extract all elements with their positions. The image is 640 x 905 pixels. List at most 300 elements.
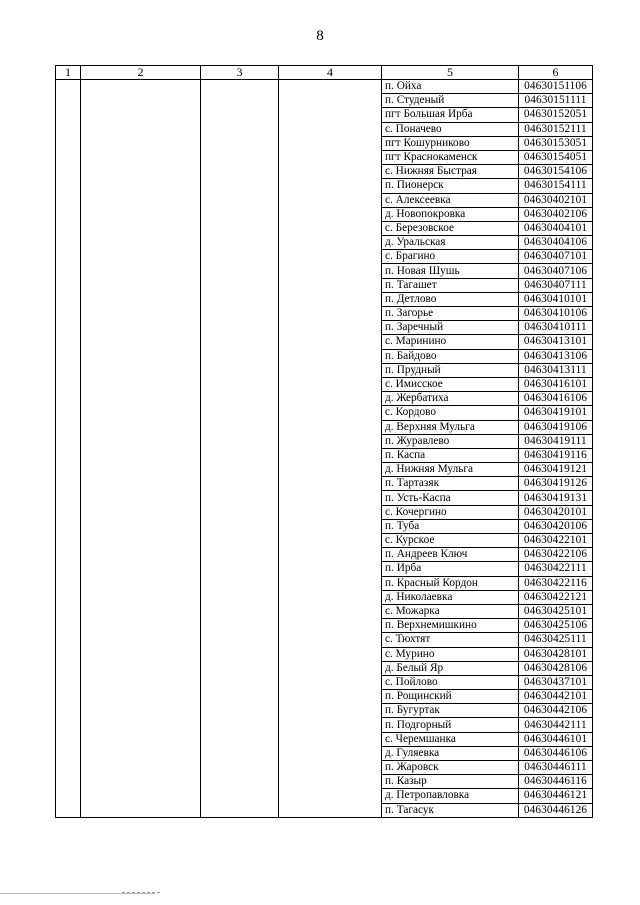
- empty-cell: [81, 136, 201, 150]
- settlement-name-cell: с. Кочергино: [382, 505, 519, 519]
- empty-cell: [81, 463, 201, 477]
- empty-cell: [56, 434, 81, 448]
- oktmo-code-cell: 04630446111: [519, 761, 593, 775]
- oktmo-code-cell: 04630425101: [519, 604, 593, 618]
- settlement-name-cell: д. Гуляевка: [382, 746, 519, 760]
- empty-cell: [201, 179, 279, 193]
- oktmo-code-cell: 04630428101: [519, 647, 593, 661]
- empty-cell: [279, 803, 382, 817]
- empty-cell: [201, 562, 279, 576]
- empty-cell: [279, 179, 382, 193]
- empty-cell: [56, 590, 81, 604]
- empty-cell: [201, 406, 279, 420]
- empty-cell: [279, 236, 382, 250]
- settlement-name-cell: с. Березовское: [382, 221, 519, 235]
- settlement-name-cell: п. Туба: [382, 519, 519, 533]
- empty-cell: [201, 307, 279, 321]
- empty-cell: [81, 704, 201, 718]
- settlement-name-cell: п. Студеный: [382, 94, 519, 108]
- settlements-table: [55, 65, 593, 818]
- empty-cell: [81, 519, 201, 533]
- footer-divider-dash: [122, 892, 160, 893]
- empty-cell: [279, 80, 382, 94]
- settlement-name-cell: с. Можарка: [382, 604, 519, 618]
- oktmo-code-cell: 04630419116: [519, 448, 593, 462]
- empty-cell: [279, 292, 382, 306]
- empty-cell: [279, 675, 382, 689]
- settlement-name-cell: с. Нижняя Быстрая: [382, 165, 519, 179]
- empty-cell: [279, 661, 382, 675]
- table-row: [56, 392, 593, 406]
- empty-cell: [279, 619, 382, 633]
- empty-cell: [201, 718, 279, 732]
- footer-divider: [0, 893, 155, 894]
- oktmo-code-cell: 04630419101: [519, 406, 593, 420]
- empty-cell: [201, 534, 279, 548]
- empty-cell: [201, 207, 279, 221]
- empty-cell: [56, 463, 81, 477]
- oktmo-code-cell: 04630410111: [519, 321, 593, 335]
- table-row: [56, 491, 593, 505]
- empty-cell: [201, 377, 279, 391]
- empty-cell: [56, 604, 81, 618]
- table-row: [56, 264, 593, 278]
- empty-cell: [81, 491, 201, 505]
- empty-cell: [81, 363, 201, 377]
- empty-cell: [81, 675, 201, 689]
- table-row: [56, 704, 593, 718]
- settlement-name-cell: с. Тюхтят: [382, 633, 519, 647]
- table-row: [56, 307, 593, 321]
- empty-cell: [56, 108, 81, 122]
- empty-cell: [56, 278, 81, 292]
- empty-cell: [201, 392, 279, 406]
- table-row: [56, 746, 593, 760]
- empty-cell: [56, 150, 81, 164]
- settlement-name-cell: пгт Краснокаменск: [382, 150, 519, 164]
- table-row: [56, 761, 593, 775]
- empty-cell: [279, 704, 382, 718]
- empty-cell: [279, 448, 382, 462]
- empty-cell: [201, 122, 279, 136]
- settlement-name-cell: д. Новопокровка: [382, 207, 519, 221]
- empty-cell: [81, 94, 201, 108]
- empty-cell: [81, 179, 201, 193]
- settlement-name-cell: с. Черемшанка: [382, 732, 519, 746]
- empty-cell: [56, 690, 81, 704]
- settlement-name-cell: п. Красный Кордон: [382, 576, 519, 590]
- table-row: [56, 463, 593, 477]
- empty-cell: [56, 335, 81, 349]
- empty-cell: [279, 94, 382, 108]
- empty-cell: [81, 193, 201, 207]
- settlement-name-cell: п. Рощинский: [382, 690, 519, 704]
- empty-cell: [81, 122, 201, 136]
- table-row: [56, 94, 593, 108]
- empty-cell: [56, 491, 81, 505]
- empty-cell: [279, 193, 382, 207]
- empty-cell: [81, 548, 201, 562]
- oktmo-code-cell: 04630419106: [519, 420, 593, 434]
- empty-cell: [81, 576, 201, 590]
- oktmo-code-cell: 04630420106: [519, 519, 593, 533]
- empty-cell: [81, 278, 201, 292]
- empty-cell: [201, 746, 279, 760]
- settlement-name-cell: д. Верхняя Мульга: [382, 420, 519, 434]
- oktmo-code-cell: 04630154106: [519, 165, 593, 179]
- settlement-name-cell: д. Жербатиха: [382, 392, 519, 406]
- empty-cell: [201, 363, 279, 377]
- settlement-name-cell: с. Поначево: [382, 122, 519, 136]
- oktmo-code-cell: 04630416106: [519, 392, 593, 406]
- table-header-row: [56, 66, 593, 80]
- oktmo-code-cell: 04630151106: [519, 80, 593, 94]
- empty-cell: [279, 562, 382, 576]
- settlement-name-cell: д. Белый Яр: [382, 661, 519, 675]
- empty-cell: [201, 236, 279, 250]
- empty-cell: [279, 647, 382, 661]
- empty-cell: [81, 505, 201, 519]
- empty-cell: [56, 221, 81, 235]
- empty-cell: [279, 250, 382, 264]
- table-row: [56, 548, 593, 562]
- empty-cell: [279, 746, 382, 760]
- settlement-name-cell: пгт Кошурниково: [382, 136, 519, 150]
- empty-cell: [279, 761, 382, 775]
- empty-cell: [56, 392, 81, 406]
- empty-cell: [201, 576, 279, 590]
- table-row: [56, 732, 593, 746]
- empty-cell: [279, 505, 382, 519]
- empty-cell: [201, 633, 279, 647]
- oktmo-code-cell: 04630442106: [519, 704, 593, 718]
- settlement-name-cell: п. Каспа: [382, 448, 519, 462]
- empty-cell: [81, 775, 201, 789]
- settlement-name-cell: п. Загорье: [382, 307, 519, 321]
- table-row: [56, 136, 593, 150]
- empty-cell: [279, 789, 382, 803]
- oktmo-code-cell: 04630425106: [519, 619, 593, 633]
- settlement-name-cell: п. Прудный: [382, 363, 519, 377]
- column-header: 5: [382, 66, 519, 80]
- empty-cell: [279, 278, 382, 292]
- oktmo-code-cell: 04630407101: [519, 250, 593, 264]
- empty-cell: [81, 746, 201, 760]
- empty-cell: [201, 619, 279, 633]
- empty-cell: [201, 519, 279, 533]
- empty-cell: [81, 732, 201, 746]
- oktmo-code-cell: 04630410106: [519, 307, 593, 321]
- empty-cell: [201, 775, 279, 789]
- table-row: [56, 604, 593, 618]
- empty-cell: [56, 718, 81, 732]
- empty-cell: [56, 136, 81, 150]
- oktmo-code-cell: 04630446126: [519, 803, 593, 817]
- oktmo-code-cell: 04630402101: [519, 193, 593, 207]
- empty-cell: [201, 250, 279, 264]
- oktmo-code-cell: 04630154111: [519, 179, 593, 193]
- settlement-name-cell: с. Маринино: [382, 335, 519, 349]
- table-row: [56, 236, 593, 250]
- empty-cell: [56, 420, 81, 434]
- empty-cell: [56, 363, 81, 377]
- table-row: [56, 108, 593, 122]
- empty-cell: [56, 406, 81, 420]
- empty-cell: [81, 377, 201, 391]
- table-row: [56, 633, 593, 647]
- empty-cell: [201, 505, 279, 519]
- empty-cell: [279, 434, 382, 448]
- oktmo-code-cell: 04630151111: [519, 94, 593, 108]
- oktmo-code-cell: 04630153051: [519, 136, 593, 150]
- settlement-name-cell: п. Заречный: [382, 321, 519, 335]
- settlement-name-cell: п. Усть-Каспа: [382, 491, 519, 505]
- settlement-name-cell: п. Тартазяк: [382, 477, 519, 491]
- table-row: [56, 80, 593, 94]
- settlement-name-cell: п. Верхнемишкино: [382, 619, 519, 633]
- oktmo-code-cell: 04630407111: [519, 278, 593, 292]
- empty-cell: [56, 548, 81, 562]
- empty-cell: [279, 150, 382, 164]
- table-row: [56, 718, 593, 732]
- empty-cell: [56, 349, 81, 363]
- oktmo-code-cell: 04630442111: [519, 718, 593, 732]
- empty-cell: [81, 534, 201, 548]
- empty-cell: [201, 335, 279, 349]
- empty-cell: [56, 704, 81, 718]
- oktmo-code-cell: 04630410101: [519, 292, 593, 306]
- table-row: [56, 406, 593, 420]
- table-row: [56, 576, 593, 590]
- settlement-name-cell: п. Журавлево: [382, 434, 519, 448]
- settlement-name-cell: п. Андреев Ключ: [382, 548, 519, 562]
- table-row: [56, 321, 593, 335]
- empty-cell: [56, 633, 81, 647]
- empty-cell: [56, 732, 81, 746]
- empty-cell: [81, 321, 201, 335]
- oktmo-code-cell: 04630446101: [519, 732, 593, 746]
- table-body: [56, 80, 593, 818]
- oktmo-code-cell: 04630404101: [519, 221, 593, 235]
- empty-cell: [56, 377, 81, 391]
- settlement-name-cell: п. Пионерск: [382, 179, 519, 193]
- table-row: [56, 477, 593, 491]
- settlement-name-cell: п. Бугуртак: [382, 704, 519, 718]
- empty-cell: [201, 108, 279, 122]
- table-row: [56, 803, 593, 817]
- table-row: [56, 363, 593, 377]
- settlement-name-cell: с. Мурино: [382, 647, 519, 661]
- oktmo-code-cell: 04630413106: [519, 349, 593, 363]
- empty-cell: [279, 392, 382, 406]
- empty-cell: [279, 519, 382, 533]
- oktmo-code-cell: 04630428106: [519, 661, 593, 675]
- empty-cell: [201, 165, 279, 179]
- empty-cell: [81, 150, 201, 164]
- settlement-name-cell: п. Подгорный: [382, 718, 519, 732]
- column-header: 2: [81, 66, 201, 80]
- empty-cell: [56, 477, 81, 491]
- empty-cell: [201, 604, 279, 618]
- empty-cell: [56, 803, 81, 817]
- empty-cell: [81, 250, 201, 264]
- settlement-name-cell: с. Курское: [382, 534, 519, 548]
- table-row: [56, 150, 593, 164]
- settlement-name-cell: п. Жаровск: [382, 761, 519, 775]
- oktmo-code-cell: 04630419121: [519, 463, 593, 477]
- empty-cell: [279, 548, 382, 562]
- empty-cell: [56, 193, 81, 207]
- empty-cell: [56, 775, 81, 789]
- empty-cell: [56, 519, 81, 533]
- table-row: [56, 789, 593, 803]
- empty-cell: [279, 221, 382, 235]
- settlement-name-cell: п. Ойха: [382, 80, 519, 94]
- settlement-name-cell: д. Уральская: [382, 236, 519, 250]
- empty-cell: [201, 704, 279, 718]
- settlement-name-cell: п. Ирба: [382, 562, 519, 576]
- oktmo-code-cell: 04630422106: [519, 548, 593, 562]
- empty-cell: [81, 647, 201, 661]
- empty-cell: [279, 136, 382, 150]
- empty-cell: [201, 647, 279, 661]
- table-row: [56, 647, 593, 661]
- oktmo-code-cell: 04630437101: [519, 675, 593, 689]
- empty-cell: [81, 207, 201, 221]
- oktmo-code-cell: 04630446106: [519, 746, 593, 760]
- empty-cell: [201, 292, 279, 306]
- empty-cell: [56, 562, 81, 576]
- oktmo-code-cell: 04630413101: [519, 335, 593, 349]
- table-row: [56, 619, 593, 633]
- empty-cell: [201, 761, 279, 775]
- empty-cell: [81, 221, 201, 235]
- empty-cell: [279, 165, 382, 179]
- empty-cell: [81, 448, 201, 462]
- empty-cell: [81, 661, 201, 675]
- column-header: 1: [56, 66, 81, 80]
- settlement-name-cell: с. Пойлово: [382, 675, 519, 689]
- empty-cell: [81, 165, 201, 179]
- table-row: [56, 590, 593, 604]
- empty-cell: [56, 94, 81, 108]
- empty-cell: [56, 761, 81, 775]
- empty-cell: [81, 264, 201, 278]
- table-row: [56, 434, 593, 448]
- empty-cell: [201, 661, 279, 675]
- empty-cell: [56, 746, 81, 760]
- empty-cell: [279, 264, 382, 278]
- table-row: [56, 165, 593, 179]
- empty-cell: [56, 292, 81, 306]
- empty-cell: [201, 463, 279, 477]
- empty-cell: [279, 576, 382, 590]
- empty-cell: [81, 335, 201, 349]
- table-row: [56, 448, 593, 462]
- settlement-name-cell: с. Имисское: [382, 377, 519, 391]
- empty-cell: [81, 420, 201, 434]
- page-number: 8: [316, 28, 324, 44]
- settlement-name-cell: с. Брагино: [382, 250, 519, 264]
- empty-cell: [201, 264, 279, 278]
- empty-cell: [81, 690, 201, 704]
- settlement-name-cell: пгт Большая Ирба: [382, 108, 519, 122]
- empty-cell: [56, 647, 81, 661]
- table-row: [56, 179, 593, 193]
- oktmo-code-cell: 04630419126: [519, 477, 593, 491]
- table-row: [56, 221, 593, 235]
- oktmo-code-cell: 04630152111: [519, 122, 593, 136]
- empty-cell: [81, 803, 201, 817]
- table-row: [56, 775, 593, 789]
- table-row: [56, 690, 593, 704]
- empty-cell: [279, 491, 382, 505]
- empty-cell: [279, 732, 382, 746]
- empty-cell: [279, 406, 382, 420]
- empty-cell: [201, 80, 279, 94]
- empty-cell: [81, 562, 201, 576]
- column-header: 3: [201, 66, 279, 80]
- empty-cell: [201, 321, 279, 335]
- table-row: [56, 661, 593, 675]
- empty-cell: [201, 193, 279, 207]
- settlement-name-cell: п. Казыр: [382, 775, 519, 789]
- column-header: 4: [279, 66, 382, 80]
- empty-cell: [201, 803, 279, 817]
- empty-cell: [201, 477, 279, 491]
- oktmo-code-cell: 04630422121: [519, 590, 593, 604]
- empty-cell: [81, 434, 201, 448]
- table-row: [56, 420, 593, 434]
- column-header: 6: [519, 66, 593, 80]
- empty-cell: [279, 307, 382, 321]
- empty-cell: [81, 406, 201, 420]
- settlement-name-cell: д. Нижняя Мульга: [382, 463, 519, 477]
- empty-cell: [201, 448, 279, 462]
- oktmo-code-cell: 04630407106: [519, 264, 593, 278]
- empty-cell: [279, 122, 382, 136]
- empty-cell: [56, 165, 81, 179]
- oktmo-code-cell: 04630446121: [519, 789, 593, 803]
- empty-cell: [201, 789, 279, 803]
- table-row: [56, 193, 593, 207]
- empty-cell: [279, 718, 382, 732]
- oktmo-code-cell: 04630422101: [519, 534, 593, 548]
- empty-cell: [201, 94, 279, 108]
- oktmo-code-cell: 04630425111: [519, 633, 593, 647]
- empty-cell: [279, 477, 382, 491]
- empty-cell: [81, 236, 201, 250]
- empty-cell: [81, 392, 201, 406]
- empty-cell: [279, 108, 382, 122]
- oktmo-code-cell: 04630422116: [519, 576, 593, 590]
- empty-cell: [56, 789, 81, 803]
- empty-cell: [81, 590, 201, 604]
- empty-cell: [81, 477, 201, 491]
- empty-cell: [56, 122, 81, 136]
- table-row: [56, 534, 593, 548]
- oktmo-code-cell: 04630154051: [519, 150, 593, 164]
- empty-cell: [56, 236, 81, 250]
- empty-cell: [201, 491, 279, 505]
- oktmo-code-cell: 04630419131: [519, 491, 593, 505]
- settlement-name-cell: п. Детлово: [382, 292, 519, 306]
- oktmo-code-cell: 04630152051: [519, 108, 593, 122]
- empty-cell: [279, 349, 382, 363]
- empty-cell: [201, 420, 279, 434]
- settlement-name-cell: с. Алексеевка: [382, 193, 519, 207]
- empty-cell: [279, 534, 382, 548]
